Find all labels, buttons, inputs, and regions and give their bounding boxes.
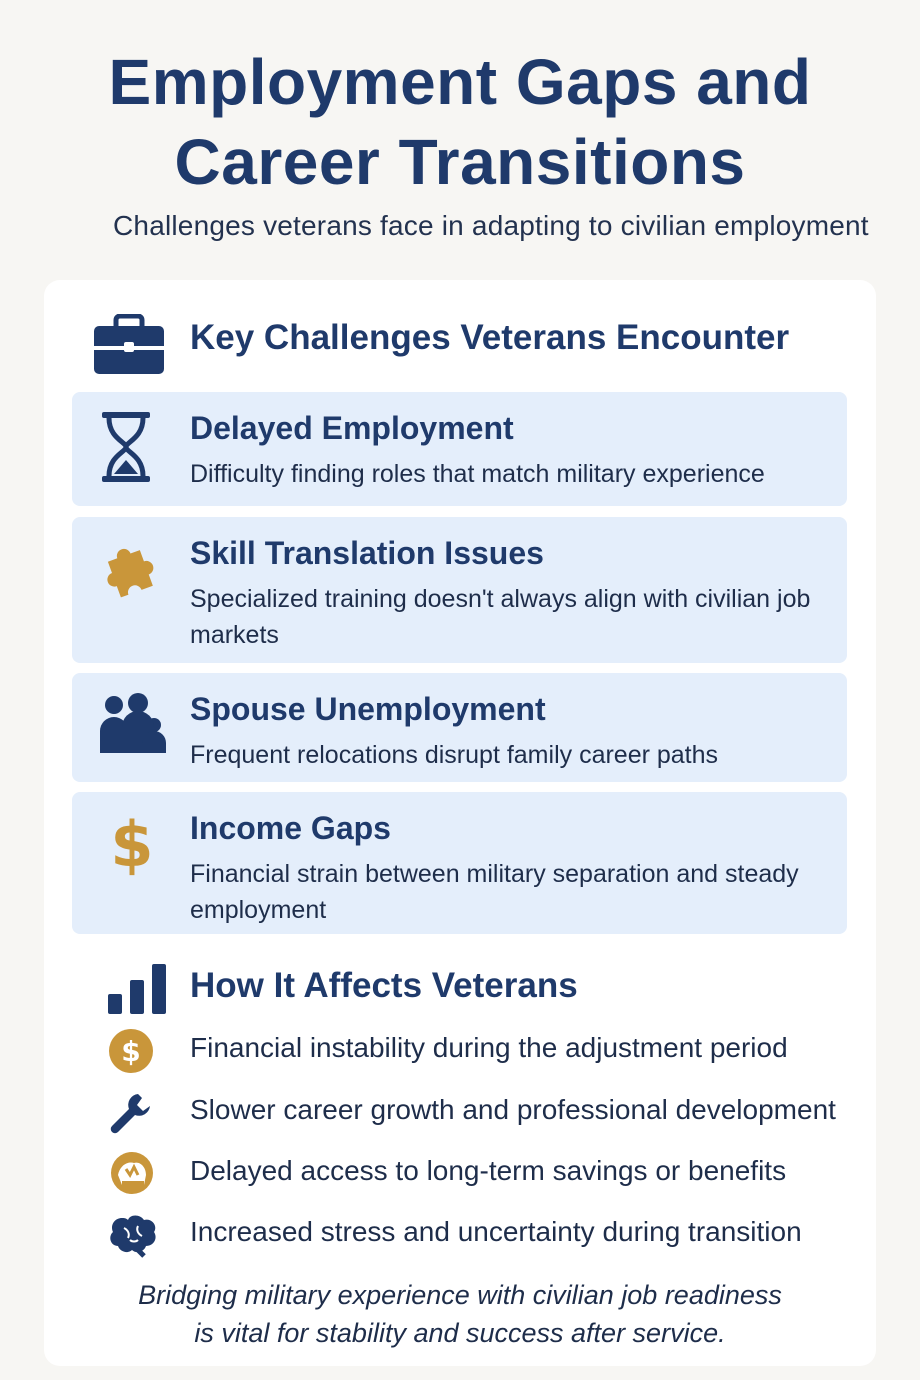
people-icon [98, 693, 166, 760]
challenge-description: Financial strain between military separation and steady employment [190, 860, 799, 924]
challenges-header [44, 308, 876, 372]
challenge-card-skill-translation [72, 517, 847, 663]
svg-text:$: $ [121, 1035, 141, 1068]
title-line-2: Career Transitions [174, 126, 746, 198]
effect-item [44, 1149, 876, 1199]
challenge-title: Skill Translation Issues [190, 535, 544, 571]
challenges-heading: Key Challenges Veterans Encounter [190, 318, 790, 357]
content-card [44, 280, 876, 1366]
challenge-card-delayed-employment [72, 392, 847, 506]
dollar-sign-icon [110, 808, 154, 883]
brain-icon [108, 1212, 158, 1263]
page-subtitle: Challenges veterans face in adapting to civilian employment [113, 210, 869, 241]
effect-item [44, 1210, 876, 1260]
challenge-card-spouse-unemployment [72, 673, 847, 782]
page-title [0, 42, 920, 202]
effect-text: Financial instability during the adjustment period [190, 1032, 788, 1063]
effects-heading: How It Affects Veterans [190, 966, 578, 1005]
wrench-icon [108, 1090, 154, 1141]
closing-statement [44, 1276, 876, 1352]
effect-text: Delayed access to long-term savings or benefits [190, 1155, 787, 1186]
bar-chart-icon [106, 962, 168, 1021]
title-line-1: Employment Gaps and [108, 46, 812, 118]
hourglass-icon [100, 410, 152, 489]
svg-text:$: $ [110, 808, 154, 878]
challenge-title: Delayed Employment [190, 410, 514, 446]
challenge-description: Frequent relocations disrupt family career paths [190, 741, 719, 769]
effect-item [44, 1026, 876, 1076]
effect-item [44, 1088, 876, 1138]
closing-line-2: is vital for stability and success after service. [194, 1318, 726, 1348]
challenge-description: Difficulty finding roles that match military experience [190, 460, 765, 488]
puzzle-piece-icon [96, 537, 162, 608]
piggy-bank-icon [108, 1151, 156, 1202]
challenge-title: Spouse Unemployment [190, 691, 546, 727]
challenge-card-income-gaps [72, 792, 847, 934]
briefcase-icon [92, 314, 166, 381]
challenge-title: Income Gaps [190, 810, 391, 846]
dollar-coin-icon [108, 1028, 154, 1079]
challenge-description: Specialized training doesn't always align with civilian job markets [190, 585, 811, 649]
closing-line-1: Bridging military experience with civilian job readiness [138, 1280, 782, 1310]
effect-text: Increased stress and uncertainty during transition [190, 1216, 802, 1247]
effect-text: Slower career growth and professional development [190, 1094, 836, 1125]
effects-header [44, 956, 876, 1020]
